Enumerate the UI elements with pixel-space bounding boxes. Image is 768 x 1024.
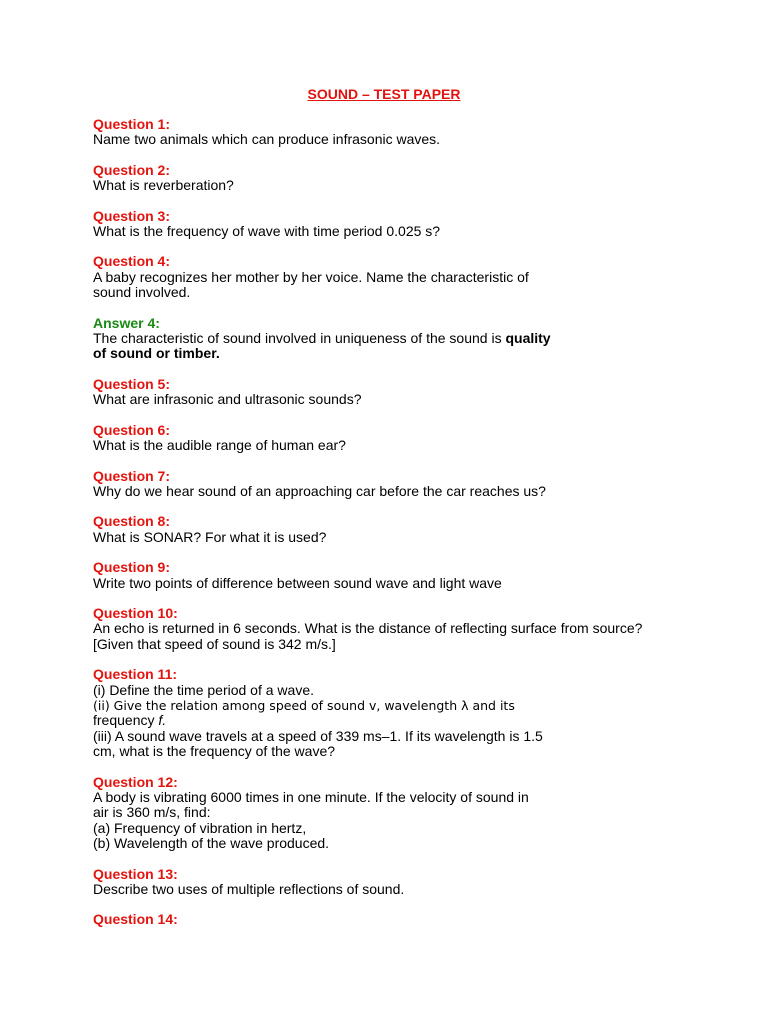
question-text: A body is vibrating 6000 times in one minute. If the velocity of sound in (93, 789, 529, 805)
question-text: Write two points of difference between sound wave and light wave (93, 574, 502, 591)
test-paper-content (93, 117, 693, 943)
question-5 (93, 377, 693, 408)
question-text: What are infrasonic and ultrasonic sounds? (93, 391, 362, 408)
question-8 (93, 514, 693, 545)
question-label: Question 4: (93, 253, 171, 270)
answer-4 (93, 316, 693, 362)
answer-text-bold: quality (505, 330, 551, 347)
question-text: What is the audible range of human ear? (93, 437, 346, 454)
question-text: What is SONAR? For what it is used? (93, 528, 327, 545)
question-text: sound involved. (93, 284, 191, 301)
question-10 (93, 606, 693, 652)
question-text: (a) Frequency of vibration in hertz, (93, 819, 307, 836)
question-label: Question 3: (93, 207, 171, 224)
question-text-italic: f. (158, 712, 167, 729)
question-label: Question 8: (93, 513, 171, 530)
question-3 (93, 209, 693, 240)
question-text: cm, what is the frequency of the wave? (93, 743, 336, 760)
question-label: Question 11: (93, 666, 178, 683)
page-title: SOUND – TEST PAPER (307, 86, 461, 102)
question-label: Question 12: (93, 773, 178, 790)
answer-text-bold: of sound or timber. (93, 345, 220, 362)
question-text: What is the frequency of wave with time period 0.025 s? (93, 223, 441, 240)
question-label: Question 9: (93, 559, 171, 576)
question-label: Question 1: (93, 116, 171, 132)
question-label: Question 10: (93, 604, 178, 621)
question-text: An echo is returned in 6 seconds. What is the distance of reflecting surface from source? (93, 620, 643, 637)
question-12 (93, 775, 693, 852)
question-label: Question 5: (93, 375, 171, 392)
question-text: air is 360 m/s, find: (93, 804, 211, 821)
question-text: A baby recognizes her mother by her voice. Name the characteristic of (93, 268, 529, 285)
question-4 (93, 254, 693, 300)
question-14 (93, 912, 693, 927)
answer-text (93, 331, 693, 346)
question-text: Why do we hear sound of an approaching car before the car reaches us? (93, 482, 546, 499)
question-text: What is reverberation? (93, 177, 234, 194)
question-text: (b) Wavelength of the wave produced. (93, 835, 330, 852)
question-label: Question 14: (93, 911, 178, 928)
question-11 (93, 667, 693, 759)
question-9 (93, 560, 693, 591)
answer-text-plain: The characteristic of sound involved in uniqueness of the sound is (93, 330, 506, 347)
question-2 (93, 163, 693, 194)
question-label: Question 13: (93, 865, 178, 882)
question-label: Question 2: (93, 161, 171, 178)
question-text: Name two animals which can produce infrasonic waves. (93, 131, 441, 148)
question-text: (iii) A sound wave travels at a speed of 339 ms–1. If its wavelength is 1.5 (93, 727, 543, 744)
question-7 (93, 469, 693, 500)
question-text: Describe two uses of multiple reflections of sound. (93, 881, 405, 898)
question-1 (93, 117, 693, 148)
question-label: Question 7: (93, 467, 171, 484)
question-label: Question 6: (93, 421, 171, 438)
question-13 (93, 867, 693, 898)
question-text: (i) Define the time period of a wave. (93, 681, 314, 698)
question-text: (ii) Give the relation among speed of sound v, wavelength λ and its (93, 697, 515, 713)
question-text: [Given that speed of sound is 342 m/s.] (93, 635, 336, 652)
answer-text (93, 346, 693, 361)
question-6 (93, 423, 693, 454)
question-text-plain: frequency (93, 712, 159, 729)
answer-label: Answer 4: (93, 314, 160, 331)
question-text (93, 713, 693, 728)
